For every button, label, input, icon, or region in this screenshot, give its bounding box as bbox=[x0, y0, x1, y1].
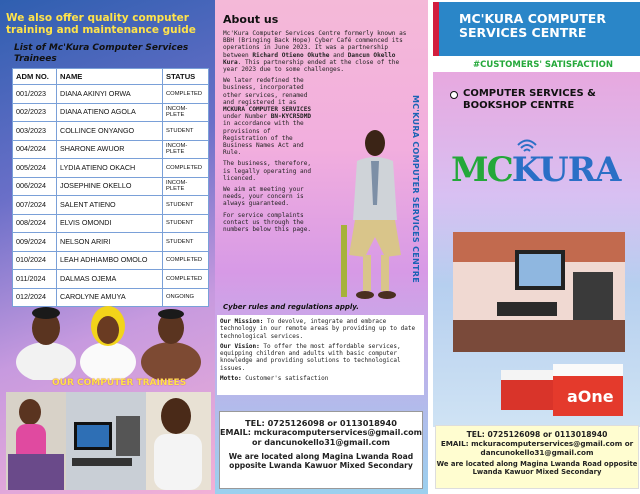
cell-status: COMPLETED bbox=[163, 251, 209, 270]
cyber-rules-notice: Cyber rules and regulations apply. bbox=[223, 303, 359, 311]
about-p1-text-e: . This partnership ended at the close of the year 2023 due to some challenges. bbox=[223, 58, 400, 74]
partner-1-name: Richard Otieno Okuthe bbox=[252, 51, 330, 59]
table-body bbox=[13, 85, 209, 307]
cell-adm-no: 007/2024 bbox=[13, 196, 57, 215]
motto-statement bbox=[220, 375, 421, 382]
logo-mc: MC bbox=[451, 150, 512, 190]
location-text: We are located along Magina Lwanda Road opposite Lwanda Kawuor Mixed Secondary bbox=[228, 452, 414, 470]
middle-panel bbox=[215, 0, 428, 494]
cell-status: STUDENT bbox=[163, 196, 209, 215]
cell-name: JOSEPHINE OKELLO bbox=[57, 177, 163, 196]
cell-status: INCOM-PLETE bbox=[163, 103, 209, 122]
contact-box-middle bbox=[219, 411, 423, 489]
motto-text: Customer's satisfaction bbox=[241, 375, 329, 383]
cell-status: STUDENT bbox=[163, 122, 209, 141]
phone-numbers: TEL: 0725126098 or 0113018940 bbox=[245, 418, 397, 428]
cell-name: COLLINCE ONYANGO bbox=[57, 122, 163, 141]
col-adm-no: ADM NO. bbox=[13, 69, 57, 85]
trainee-photo-4 bbox=[6, 392, 66, 490]
service-line-2: BOOKSHOP CENTRE bbox=[463, 100, 575, 111]
cell-name: DALMAS OJEMA bbox=[57, 270, 163, 289]
cell-status: INCOM-PLETE bbox=[163, 140, 209, 159]
training-photos bbox=[6, 392, 211, 490]
trainee-photo-3 bbox=[141, 309, 201, 380]
cell-adm-no: 001/2023 bbox=[13, 85, 57, 104]
mission-vision-box bbox=[217, 315, 424, 395]
list-title-line-1: List of Mc'Kura Computer Services bbox=[14, 43, 189, 53]
table-row bbox=[13, 140, 209, 159]
about-paragraph-3: The business, therefore, is legally operating and licenced. bbox=[223, 160, 312, 182]
vision-label: Our Vision: bbox=[220, 342, 260, 350]
about-title: About us bbox=[223, 13, 279, 26]
table-row bbox=[13, 103, 209, 122]
computer-lab-photo bbox=[66, 392, 146, 490]
phone-numbers-right: TEL: 0725126098 or 0113018940 bbox=[466, 430, 608, 439]
paper-brand-label: aOne bbox=[567, 387, 614, 406]
cell-adm-no: 011/2024 bbox=[13, 270, 57, 289]
brand-header bbox=[433, 2, 640, 56]
registered-name: MCKURA COMPUTER SERVICES bbox=[223, 106, 312, 114]
bullet-icon bbox=[450, 91, 458, 99]
motto-label: Motto: bbox=[220, 375, 242, 383]
brand-line-1: MC'KURA COMPUTER bbox=[459, 11, 606, 26]
about-paragraph-5: For service complaints contact us through the numbers below this page. bbox=[223, 211, 312, 234]
list-title-line-2: Trainees bbox=[14, 54, 57, 64]
about-paragraph-2 bbox=[223, 77, 318, 156]
cell-name: LEAH ADHIAMBO OMOLO bbox=[57, 251, 163, 270]
email-line-1: EMAIL: mckuracomputerservices@gmail.com bbox=[220, 428, 422, 437]
email-line-1-right: EMAIL: mckuracomputerservices@gmail.com or bbox=[440, 439, 634, 448]
trainee-photo-1 bbox=[16, 307, 76, 380]
brand-name bbox=[459, 12, 606, 40]
mission-text: To devolve, integrate and embrace technology in our remote areas by providing up to date technological services. bbox=[220, 318, 416, 340]
partner-2-name: Dancun Okello Kura bbox=[223, 51, 396, 66]
cell-adm-no: 006/2024 bbox=[13, 177, 57, 196]
cell-name: DIANA AKINYI ORWA bbox=[57, 85, 163, 104]
table-header-row bbox=[13, 69, 209, 85]
cell-name: LYDIA ATIENO OKACH bbox=[57, 159, 163, 178]
cell-name: NELSON ARIRI bbox=[57, 233, 163, 252]
cell-name: SHARONE AWUOR bbox=[57, 140, 163, 159]
cell-name: DIANA ATIENO AGOLA bbox=[57, 103, 163, 122]
owner-photo bbox=[335, 125, 415, 300]
mission-statement bbox=[220, 318, 421, 340]
cell-adm-no: 010/2024 bbox=[13, 251, 57, 270]
cell-name: CAROLYNE AMUYA bbox=[57, 288, 163, 307]
vision-text: To offer the most affordable services, equipping children and adults with basic computer knowledge and providing solutions to technological issues. bbox=[220, 342, 401, 372]
table-row bbox=[13, 251, 209, 270]
left-panel bbox=[0, 0, 215, 494]
cell-status: ONGOING bbox=[163, 288, 209, 307]
vertical-brand: MC'KURA COMPUTER SERVICES CENTRE bbox=[411, 95, 420, 283]
headline-line-2: training and maintenance guide bbox=[6, 24, 196, 36]
cell-name: ELVIS OMONDI bbox=[57, 214, 163, 233]
email-line-2-right: dancunokello31@gmail.com bbox=[480, 448, 594, 457]
cell-adm-no: 009/2024 bbox=[13, 233, 57, 252]
cell-status: COMPLETED bbox=[163, 85, 209, 104]
table-row bbox=[13, 214, 209, 233]
about-p1-text-a: Mc'Kura Computer Services Centre formerly known as BBH (Bringing Back Hope) Cyber Café commenced its operations in June 2023. It was a partnership between bbox=[223, 30, 407, 59]
registration-number: BN-KYCR5DMD bbox=[270, 113, 312, 121]
location-text-right: We are located along Magina Lwanda Road opposite Lwanda Kawuor Mixed Secondary bbox=[436, 460, 638, 476]
cell-adm-no: 004/2024 bbox=[13, 140, 57, 159]
cell-status: STUDENT bbox=[163, 233, 209, 252]
cell-adm-no: 005/2024 bbox=[13, 159, 57, 178]
table-row bbox=[13, 85, 209, 104]
headline-line-1: We also offer quality computer bbox=[6, 12, 189, 24]
header-accent-stripe bbox=[433, 2, 439, 56]
cell-adm-no: 008/2024 bbox=[13, 214, 57, 233]
service-line-1: COMPUTER SERVICES & bbox=[463, 88, 596, 99]
mission-label: Our Mission: bbox=[220, 318, 264, 325]
table-row bbox=[13, 233, 209, 252]
mckura-logo bbox=[451, 150, 620, 200]
right-panel bbox=[428, 0, 640, 494]
trainee-photo-2 bbox=[80, 306, 136, 380]
about-p2-text-a: We later redefined the business, incorporated other services, renamed and registered it as bbox=[223, 77, 308, 106]
cell-adm-no: 003/2023 bbox=[13, 122, 57, 141]
trainees-list-title bbox=[14, 43, 188, 65]
email-line-2: or dancunokello31@gmail.com bbox=[252, 438, 390, 447]
table-row bbox=[13, 270, 209, 289]
about-paragraph-4: We aim at meeting your needs, your concern is always guaranteed. bbox=[223, 186, 304, 208]
table-row bbox=[13, 159, 209, 178]
col-name: NAME bbox=[57, 69, 163, 85]
table-row bbox=[13, 122, 209, 141]
logo-kura: KURA bbox=[511, 150, 621, 190]
instructor-photo bbox=[146, 392, 211, 490]
computer-workstation-photo bbox=[453, 232, 625, 352]
table-row bbox=[13, 177, 209, 196]
cell-name: SALENT ATIENO bbox=[57, 196, 163, 215]
col-status: STATUS bbox=[163, 69, 209, 85]
trainees-label: OUR COMPUTER TRAINEES bbox=[52, 378, 187, 388]
about-p2-text-e: in accordance with the provisions of Registration of the Business Names Act and Rule. bbox=[223, 120, 304, 157]
vision-statement bbox=[220, 343, 421, 372]
cell-adm-no: 002/2023 bbox=[13, 103, 57, 122]
training-headline bbox=[6, 12, 211, 36]
cell-status: INCOM-PLETE bbox=[163, 177, 209, 196]
about-p2-text-c: under Number bbox=[223, 113, 271, 121]
about-p1-text-c: and bbox=[329, 51, 348, 59]
brand-line-2: SERVICES CENTRE bbox=[459, 25, 587, 40]
cell-adm-no: 012/2024 bbox=[13, 288, 57, 307]
service-title bbox=[463, 88, 596, 112]
cell-status: COMPLETED bbox=[163, 270, 209, 289]
cell-status: COMPLETED bbox=[163, 159, 209, 178]
tagline: #CUSTOMERS' SATISFACTION bbox=[473, 60, 613, 70]
paper-reams-photo bbox=[501, 360, 629, 422]
table-row bbox=[13, 196, 209, 215]
about-paragraph-1 bbox=[223, 30, 409, 73]
trainee-photos bbox=[6, 300, 211, 380]
trainees-table bbox=[12, 68, 209, 307]
cell-status: STUDENT bbox=[163, 214, 209, 233]
contact-box-right bbox=[435, 425, 639, 489]
